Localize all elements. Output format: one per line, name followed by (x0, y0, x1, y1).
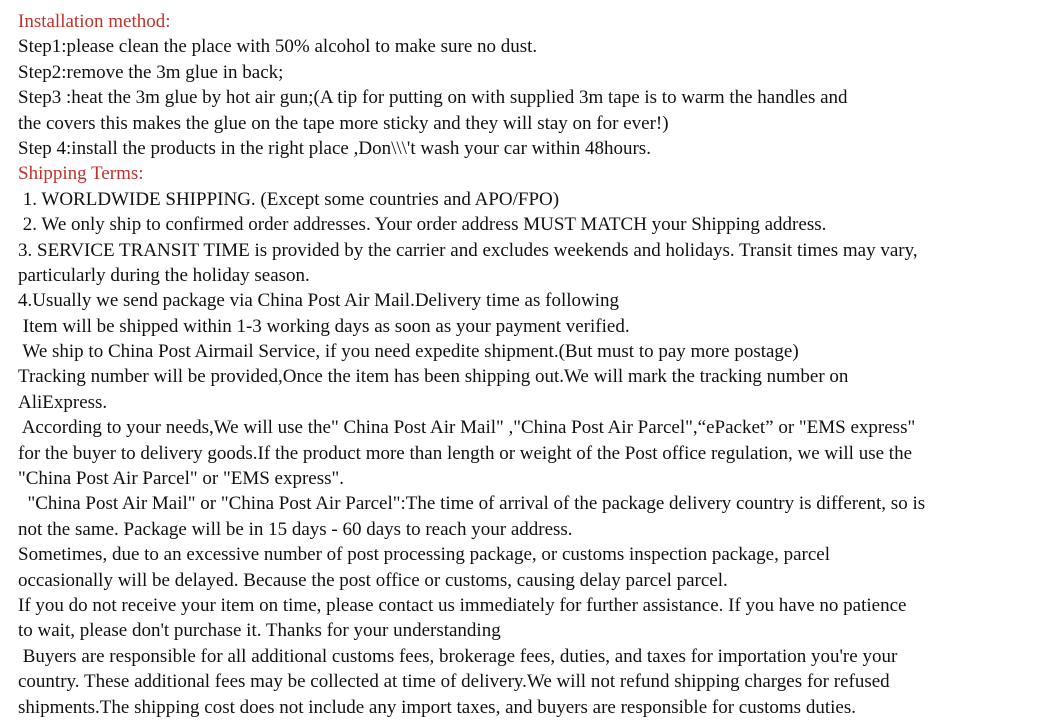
shipping-line: We ship to China Post Airmail Service, if you need expedite shipment.(But must to pay more postage) (18, 341, 799, 363)
shipping-line: 3. SERVICE TRANSIT TIME is provided by the carrier and excludes weekends and holidays. Transit times may vary, (18, 239, 918, 261)
installation-step-3: Step3 :heat the 3m glue by hot air gun;(A tip for putting on with supplied 3m tape is to warm the handles and (18, 87, 848, 109)
shipping-line: 4.Usually we send package via China Post Air Mail.Delivery time as following (18, 290, 620, 312)
shipping-line: country. These additional fees may be collected at time of delivery.We will not refund shipping charges for refused (18, 671, 890, 693)
shipping-line: Item will be shipped within 1-3 working days as soon as your payment verified. (18, 315, 630, 337)
shipping-line: According to your needs,We will use the" China Post Air Mail" ,"China Post Air Parcel",“ePacket” or "EMS express" (18, 417, 916, 439)
installation-step-3-continued: the covers this makes the glue on the tape more sticky and they will stay on for ever!) (18, 112, 669, 134)
installation-step-1: Step1:please clean the place with 50% alcohol to make sure no dust. (18, 36, 538, 58)
shipping-line: 1. WORLDWIDE SHIPPING. (Except some countries and APO/FPO) (18, 188, 560, 210)
shipping-line: shipments.The shipping cost does not include any import taxes, and buyers are responsible for customs duties. (18, 696, 856, 718)
shipping-line: particularly during the holiday season. (18, 264, 310, 286)
shipping-line: Sometimes, due to an excessive number of post processing package, or customs inspection package, parcel (18, 544, 831, 566)
shipping-line: "China Post Air Parcel" or "EMS express". (18, 468, 345, 490)
shipping-line: not the same. Package will be in 15 days - 60 days to reach your address. (18, 518, 573, 540)
shipping-line: AliExpress. (18, 391, 108, 413)
shipping-line: to wait, please don't purchase it. Thanks for your understanding (18, 620, 501, 642)
shipping-line: If you do not receive your item on time, please contact us immediately for further assistance. If you have no patience (18, 594, 907, 616)
shipping-heading: Shipping Terms: (18, 163, 144, 185)
shipping-line: Tracking number will be provided,Once the item has been shipping out.We will mark the tracking number on (18, 366, 849, 388)
installation-heading: Installation method: (18, 11, 171, 32)
shipping-line: Buyers are responsible for all additional customs fees, brokerage fees, duties, and taxes for importation you're your (18, 645, 898, 667)
document-body (18, 9, 1054, 720)
shipping-line: occasionally will be delayed. Because the post office or customs, causing delay parcel parcel. (18, 569, 728, 591)
shipping-line: 2. We only ship to confirmed order addresses. Your order address MUST MATCH your Shipping address. (18, 214, 827, 236)
shipping-line: for the buyer to delivery goods.If the product more than length or weight of the Post office regulation, we will use the (18, 442, 913, 464)
installation-step-4: Step 4:install the products in the right place ,Don\\\'t wash your car within 48hours. (18, 137, 651, 159)
shipping-line: "China Post Air Mail" or "China Post Air Parcel":The time of arrival of the package delivery country is different, so is (18, 493, 926, 515)
installation-step-2: Step2:remove the 3m glue in back; (18, 61, 284, 83)
